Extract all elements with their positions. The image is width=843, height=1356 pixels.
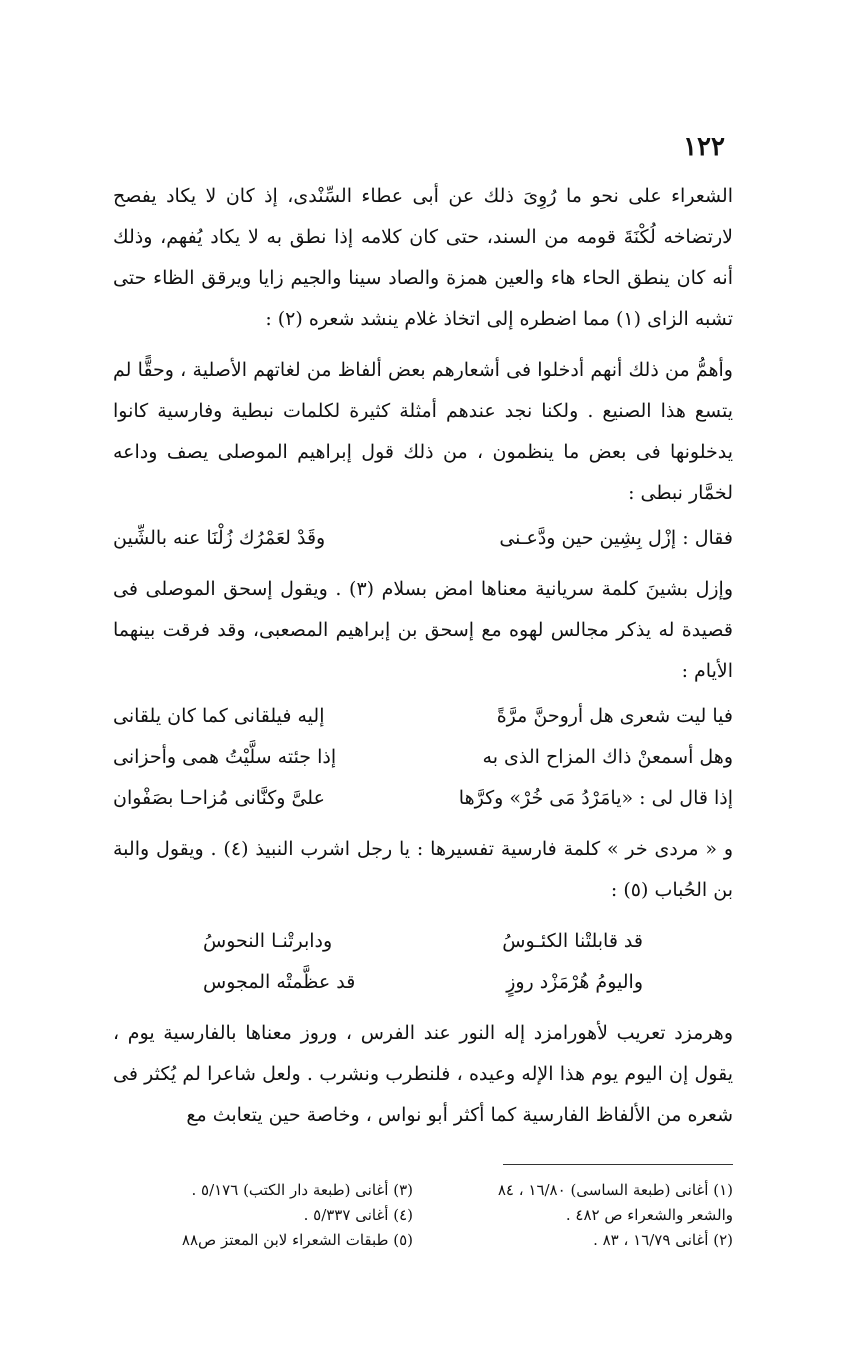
paragraph-5: وهرمزد تعريب لأهورامزد إله النور عند الفرس ، وروز معناها بالفارسية يوم ، يقول إن اليوم يوم هذا الإله وعيده ، فلنطرب ونشرب . ولعل شاعرا لم يُكثر فى شعره من الألفاظ الفارسية كما أكثر أبو نواس ، وخاصة حين يتعابث مع (113, 1022, 733, 1126)
footnotes (113, 1178, 733, 1253)
verse-line (113, 778, 733, 819)
verse-first-hemistich: إذا قال لى : «يامَرْدُ مَى خُرْ» وكرَّها (458, 787, 733, 809)
verse-first-hemistich: واليومُ هُرْمَزْد روزٍ (506, 971, 643, 993)
footnote: (٥) طبقات الشعراء لابن المعتز ص٨٨ (181, 1231, 413, 1249)
footnote: (١) أغانى (طبعة الساسى) ١٦/٨٠ ، ٨٤ (497, 1181, 733, 1199)
footnote: (٣) أغانى (طبعة دار الكتب) ٥/١٧٦ . (191, 1181, 413, 1199)
paragraph-2: وأهمُّ من ذلك أنهم أدخلوا فى أشعارهم بعض ألفاظ من لغاتهم الأصلية ، وحقًّا لم يتسع هذا الصنيع . ولكنا نجد عندهم أمثلة كثيرة لكلمات نبطية وفارسية كانوا يدخلونها فى بعض ما ينظمون ، من ذلك قول إبراهيم الموصلى يصف وداعه لخمَّار نبطى : (113, 359, 733, 504)
main-text (113, 176, 733, 1136)
verse-lead-word: فقال : (682, 527, 733, 549)
paragraph-1: الشعراء على نحو ما رُوِىَ ذلك عن أبى عطاء السِّنْدى، إذ كان لا يكاد يفصح لارتضاخه لُكْنَةَ قومه من السند، حتى كان كلامه إذا نطق به لا يكاد يُفهم، وذلك أنه كان ينطق الحاء هاء والعين همزة والصاد سينا والجيم زايا ويرقق الظاء حتى تشبه الزاى (١) مما اضطره إلى اتخاذ غلام ينشد شعره (٢) : (113, 185, 734, 330)
paragraph-3: وإزل بشينَ كلمة سريانية معناها امض بسلام (٣) . ويقول إسحق الموصلى فى قصيدة له يذكر مجالس لهوه مع إسحق بن إبراهيم المصعبى، وقد فرقت بينهما الأيام : (113, 578, 734, 682)
verse-line (113, 696, 733, 737)
footnote-divider (503, 1164, 733, 1165)
verse-first-hemistich: وهل أسمعنْ ذاك المزاح الذى به (482, 746, 733, 768)
verse-second-hemistich: وقَدْ لعَمْرُك زُلْنَا عنه بالشِّين (113, 527, 326, 549)
verse-second-hemistich: قد عظَّمتْه المجوس (203, 971, 356, 993)
footnote: (٤) أغانى ٥/٣٣٧ . (303, 1206, 413, 1224)
verse-block-2 (113, 696, 733, 819)
verse-first-hemistich: إزْل بِشِين حين ودَّعـنى (499, 527, 677, 549)
verse-block-1 (113, 518, 733, 559)
verse-second-hemistich: إذا جئته سلَّيْتُ همى وأحزانى (113, 746, 337, 768)
verse-second-hemistich: إليه فيلقانى كما كان يلقانى (113, 705, 325, 727)
verse-line (203, 921, 643, 962)
verse-line (113, 737, 733, 778)
verse-first-hemistich: فيا ليت شعرى هل أروحنَّ مرَّةً (496, 705, 733, 727)
verse-line (203, 962, 643, 1003)
verse-line (113, 518, 733, 559)
footnote: (٢) أغانى ١٦/٧٩ ، ٨٣ . (593, 1231, 733, 1249)
verse-second-hemistich: ودابرتْنـا النحوسُ (203, 930, 333, 952)
page-number: ١٢٢ (683, 132, 725, 162)
footnotes-right-column (433, 1178, 733, 1253)
verse-block-3 (203, 921, 643, 1003)
footnote: والشعر والشعراء ص ٤٨٢ . (565, 1206, 733, 1224)
footnotes-left-column (113, 1178, 413, 1253)
paragraph-4: و « مردى خر » كلمة فارسية تفسيرها : يا رجل اشرب النبيذ (٤) . ويقول والبة بن الحُباب (٥) : (113, 838, 733, 901)
verse-second-hemistich: علىَّ وكنَّانى مُزاحـا بصَفْوان (113, 787, 325, 809)
verse-first-hemistich: قد قابلتْنا الكئـوسُ (502, 930, 643, 952)
